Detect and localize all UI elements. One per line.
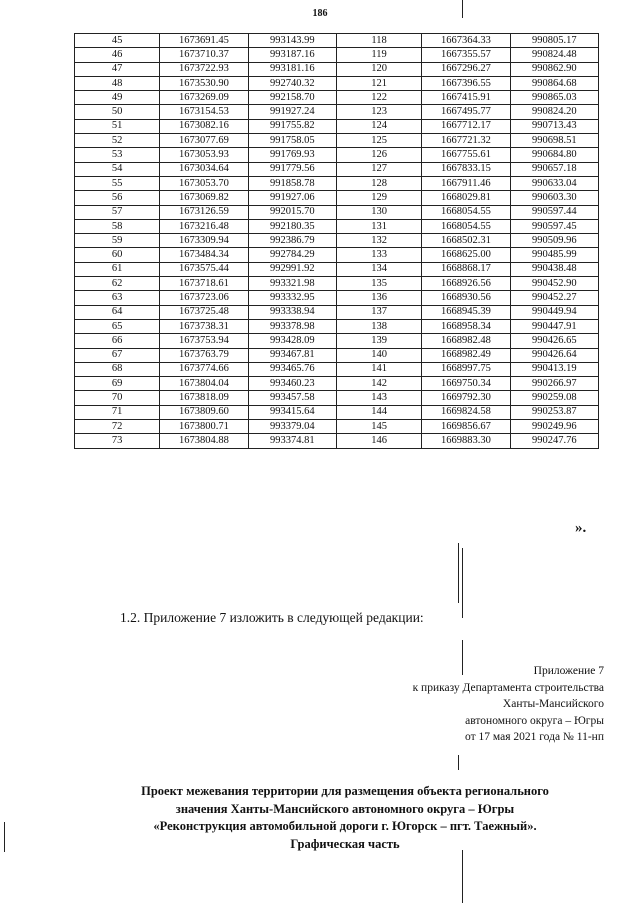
project-title-line: значения Ханты-Мансийского автономного округа – Югры xyxy=(175,801,515,816)
table-cell: 71 xyxy=(75,405,160,419)
closing-quote: ». xyxy=(575,520,587,536)
amendment-text: 1.2. Приложение 7 изложить в следующей редакции: xyxy=(120,610,424,625)
scan-mark xyxy=(462,548,463,618)
table-cell: 51 xyxy=(75,119,160,133)
table-cell: 1673718.61 xyxy=(160,277,248,291)
table-cell: 1673800.71 xyxy=(160,420,248,434)
table-cell: 146 xyxy=(336,434,421,448)
table-cell: 53 xyxy=(75,148,160,162)
table-cell: 990413.19 xyxy=(510,362,598,376)
table-cell: 1669824.58 xyxy=(422,405,510,419)
table-cell: 990452.27 xyxy=(510,291,598,305)
table-cell: 992015.70 xyxy=(248,205,336,219)
table-cell: 990509.96 xyxy=(510,234,598,248)
table-cell: 55 xyxy=(75,176,160,190)
table-cell: 990633.04 xyxy=(510,176,598,190)
table-cell: 1673053.93 xyxy=(160,148,248,162)
table-cell: 1668502.31 xyxy=(422,234,510,248)
table-cell: 1668945.39 xyxy=(422,305,510,319)
table-cell: 990597.44 xyxy=(510,205,598,219)
table-cell: 993143.99 xyxy=(248,34,336,48)
table-cell: 67 xyxy=(75,348,160,362)
page-number: 186 xyxy=(312,8,328,19)
table-cell: 1667355.57 xyxy=(422,48,510,62)
table-cell: 990862.90 xyxy=(510,62,598,76)
table-cell: 123 xyxy=(336,105,421,119)
table-cell: 1673725.48 xyxy=(160,305,248,319)
appendix-line: от 17 мая 2021 года № 11-нп xyxy=(465,731,604,744)
project-title-line: Проект межевания территории для размещения объекта регионального xyxy=(141,784,549,798)
table-cell: 1673216.48 xyxy=(160,219,248,233)
coordinates-table xyxy=(74,33,599,449)
table-cell: 991758.05 xyxy=(248,134,336,148)
table-row xyxy=(75,262,599,276)
table-cell: 1668029.81 xyxy=(422,191,510,205)
table-cell: 1673309.94 xyxy=(160,234,248,248)
table-cell: 1673738.31 xyxy=(160,319,248,333)
table-cell: 142 xyxy=(336,377,421,391)
table-cell: 138 xyxy=(336,319,421,333)
appendix-line: автономного округа – Югры xyxy=(465,714,604,727)
table-cell: 1673077.69 xyxy=(160,134,248,148)
coordinates-table-body xyxy=(75,34,599,449)
table-cell: 130 xyxy=(336,205,421,219)
table-cell: 58 xyxy=(75,219,160,233)
table-cell: 57 xyxy=(75,205,160,219)
table-cell: 59 xyxy=(75,234,160,248)
table-cell: 1673484.34 xyxy=(160,248,248,262)
table-cell: 1673053.70 xyxy=(160,176,248,190)
table-cell: 993338.94 xyxy=(248,305,336,319)
table-row xyxy=(75,334,599,348)
table-cell: 56 xyxy=(75,191,160,205)
table-cell: 137 xyxy=(336,305,421,319)
table-cell: 990485.99 xyxy=(510,248,598,262)
table-cell: 993374.81 xyxy=(248,434,336,448)
table-row xyxy=(75,319,599,333)
table-cell: 992740.32 xyxy=(248,76,336,90)
table-cell: 1668054.55 xyxy=(422,219,510,233)
table-cell: 993465.76 xyxy=(248,362,336,376)
table-cell: 120 xyxy=(336,62,421,76)
table-cell: 52 xyxy=(75,134,160,148)
table-cell: 72 xyxy=(75,420,160,434)
table-cell: 990713.43 xyxy=(510,119,598,133)
table-cell: 73 xyxy=(75,434,160,448)
table-cell: 1673818.09 xyxy=(160,391,248,405)
table-cell: 1673154.53 xyxy=(160,105,248,119)
table-row xyxy=(75,362,599,376)
table-cell: 990266.97 xyxy=(510,377,598,391)
scan-mark xyxy=(4,822,5,852)
table-row xyxy=(75,434,599,448)
table-cell: 1673753.94 xyxy=(160,334,248,348)
table-cell: 1667495.77 xyxy=(422,105,510,119)
table-cell: 990247.76 xyxy=(510,434,598,448)
table-cell: 62 xyxy=(75,277,160,291)
table-cell: 991927.24 xyxy=(248,105,336,119)
table-cell: 1667364.33 xyxy=(422,34,510,48)
table-cell: 128 xyxy=(336,176,421,190)
table-cell: 990824.20 xyxy=(510,105,598,119)
table-cell: 139 xyxy=(336,334,421,348)
table-cell: 131 xyxy=(336,219,421,233)
table-cell: 1668054.55 xyxy=(422,205,510,219)
table-row xyxy=(75,420,599,434)
table-cell: 993428.09 xyxy=(248,334,336,348)
table-cell: 64 xyxy=(75,305,160,319)
table-cell: 990824.48 xyxy=(510,48,598,62)
table-cell: 1673809.60 xyxy=(160,405,248,419)
appendix-header xyxy=(413,663,604,746)
table-cell: 990447.91 xyxy=(510,319,598,333)
table-cell: 1673763.79 xyxy=(160,348,248,362)
table-cell: 990438.48 xyxy=(510,262,598,276)
table-cell: 65 xyxy=(75,319,160,333)
appendix-line: Приложение 7 xyxy=(533,665,604,677)
table-cell: 992158.70 xyxy=(248,91,336,105)
scan-mark xyxy=(462,0,463,18)
table-cell: 46 xyxy=(75,48,160,62)
table-row xyxy=(75,305,599,319)
project-title xyxy=(60,783,630,853)
table-cell: 991769.93 xyxy=(248,148,336,162)
table-cell: 1669750.34 xyxy=(422,377,510,391)
table-row xyxy=(75,62,599,76)
table-row xyxy=(75,76,599,90)
table-cell: 993379.04 xyxy=(248,420,336,434)
table-cell: 991858.78 xyxy=(248,176,336,190)
table-cell: 1673069.82 xyxy=(160,191,248,205)
table-cell: 992991.92 xyxy=(248,262,336,276)
table-cell: 1668930.56 xyxy=(422,291,510,305)
table-cell: 66 xyxy=(75,334,160,348)
table-cell: 990259.08 xyxy=(510,391,598,405)
table-cell: 141 xyxy=(336,362,421,376)
table-cell: 993460.23 xyxy=(248,377,336,391)
table-cell: 1668997.75 xyxy=(422,362,510,376)
table-row xyxy=(75,162,599,176)
table-cell: 127 xyxy=(336,162,421,176)
table-row xyxy=(75,91,599,105)
table-row xyxy=(75,134,599,148)
table-cell: 992180.35 xyxy=(248,219,336,233)
table-cell: 1673722.93 xyxy=(160,62,248,76)
table-cell: 1673034.64 xyxy=(160,162,248,176)
table-row xyxy=(75,377,599,391)
table-cell: 45 xyxy=(75,34,160,48)
table-cell: 125 xyxy=(336,134,421,148)
table-cell: 47 xyxy=(75,62,160,76)
table-row xyxy=(75,205,599,219)
table-cell: 993467.81 xyxy=(248,348,336,362)
project-title-line: «Реконструкция автомобильной дороги г. Югорск – пгт. Таежный». xyxy=(153,819,537,833)
table-cell: 1673269.09 xyxy=(160,91,248,105)
table-cell: 61 xyxy=(75,262,160,276)
table-cell: 990253.87 xyxy=(510,405,598,419)
table-cell: 70 xyxy=(75,391,160,405)
scan-mark xyxy=(458,543,459,603)
table-row xyxy=(75,405,599,419)
table-cell: 1669883.30 xyxy=(422,434,510,448)
table-cell: 993321.98 xyxy=(248,277,336,291)
table-row xyxy=(75,48,599,62)
table-cell: 1667755.61 xyxy=(422,148,510,162)
table-cell: 48 xyxy=(75,76,160,90)
table-cell: 1667712.17 xyxy=(422,119,510,133)
table-cell: 990426.64 xyxy=(510,348,598,362)
table-row xyxy=(75,191,599,205)
scan-mark xyxy=(462,850,463,903)
table-cell: 990426.65 xyxy=(510,334,598,348)
table-cell: 991755.82 xyxy=(248,119,336,133)
table-cell: 50 xyxy=(75,105,160,119)
table-cell: 990452.90 xyxy=(510,277,598,291)
table-cell: 991927.06 xyxy=(248,191,336,205)
table-cell: 122 xyxy=(336,91,421,105)
table-cell: 135 xyxy=(336,277,421,291)
table-row xyxy=(75,119,599,133)
table-cell: 1667415.91 xyxy=(422,91,510,105)
table-cell: 990449.94 xyxy=(510,305,598,319)
table-cell: 1667833.15 xyxy=(422,162,510,176)
table-cell: 1667911.46 xyxy=(422,176,510,190)
table-cell: 132 xyxy=(336,234,421,248)
appendix-line: Ханты-Мансийского xyxy=(502,698,604,711)
table-cell: 1668625.00 xyxy=(422,248,510,262)
table-cell: 68 xyxy=(75,362,160,376)
table-cell: 1673804.88 xyxy=(160,434,248,448)
table-row xyxy=(75,291,599,305)
table-cell: 118 xyxy=(336,34,421,48)
table-cell: 1673530.90 xyxy=(160,76,248,90)
table-cell: 54 xyxy=(75,162,160,176)
table-cell: 144 xyxy=(336,405,421,419)
table-cell: 60 xyxy=(75,248,160,262)
table-cell: 990805.17 xyxy=(510,34,598,48)
table-cell: 990865.03 xyxy=(510,91,598,105)
table-row xyxy=(75,34,599,48)
table-cell: 1667721.32 xyxy=(422,134,510,148)
table-cell: 990603.30 xyxy=(510,191,598,205)
table-cell: 1669792.30 xyxy=(422,391,510,405)
table-row xyxy=(75,148,599,162)
table-cell: 1673082.16 xyxy=(160,119,248,133)
table-cell: 992386.79 xyxy=(248,234,336,248)
table-row xyxy=(75,219,599,233)
table-row xyxy=(75,248,599,262)
table-cell: 1673126.59 xyxy=(160,205,248,219)
table-cell: 990698.51 xyxy=(510,134,598,148)
table-cell: 136 xyxy=(336,291,421,305)
table-row xyxy=(75,234,599,248)
table-row xyxy=(75,277,599,291)
table-cell: 133 xyxy=(336,248,421,262)
table-cell: 143 xyxy=(336,391,421,405)
table-row xyxy=(75,176,599,190)
table-cell: 126 xyxy=(336,148,421,162)
table-cell: 1673575.44 xyxy=(160,262,248,276)
table-cell: 1673804.04 xyxy=(160,377,248,391)
table-cell: 1668982.49 xyxy=(422,348,510,362)
table-cell: 1673710.37 xyxy=(160,48,248,62)
table-cell: 1667396.55 xyxy=(422,76,510,90)
table-cell: 993457.58 xyxy=(248,391,336,405)
table-cell: 124 xyxy=(336,119,421,133)
table-cell: 990597.45 xyxy=(510,219,598,233)
table-row xyxy=(75,105,599,119)
table-cell: 991779.56 xyxy=(248,162,336,176)
table-cell: 63 xyxy=(75,291,160,305)
table-row xyxy=(75,348,599,362)
table-cell: 993332.95 xyxy=(248,291,336,305)
table-cell: 993181.16 xyxy=(248,62,336,76)
table-cell: 119 xyxy=(336,48,421,62)
table-cell: 1673774.66 xyxy=(160,362,248,376)
table-cell: 993378.98 xyxy=(248,319,336,333)
table-cell: 993187.16 xyxy=(248,48,336,62)
table-cell: 990249.96 xyxy=(510,420,598,434)
table-row xyxy=(75,391,599,405)
table-cell: 990864.68 xyxy=(510,76,598,90)
table-cell: 993415.64 xyxy=(248,405,336,419)
table-cell: 69 xyxy=(75,377,160,391)
table-cell: 1667296.27 xyxy=(422,62,510,76)
table-cell: 129 xyxy=(336,191,421,205)
table-cell: 49 xyxy=(75,91,160,105)
table-cell: 121 xyxy=(336,76,421,90)
table-cell: 990657.18 xyxy=(510,162,598,176)
appendix-line: к приказу Департамента строительства xyxy=(412,681,604,694)
table-cell: 1668958.34 xyxy=(422,319,510,333)
table-cell: 1669856.67 xyxy=(422,420,510,434)
table-cell: 1673723.06 xyxy=(160,291,248,305)
table-cell: 1668926.56 xyxy=(422,277,510,291)
project-title-line: Графическая часть xyxy=(290,836,400,851)
table-cell: 992784.29 xyxy=(248,248,336,262)
table-cell: 140 xyxy=(336,348,421,362)
table-cell: 1668868.17 xyxy=(422,262,510,276)
table-cell: 145 xyxy=(336,420,421,434)
table-cell: 1668982.48 xyxy=(422,334,510,348)
scan-mark xyxy=(458,755,459,770)
table-cell: 990684.80 xyxy=(510,148,598,162)
table-cell: 134 xyxy=(336,262,421,276)
table-cell: 1673691.45 xyxy=(160,34,248,48)
